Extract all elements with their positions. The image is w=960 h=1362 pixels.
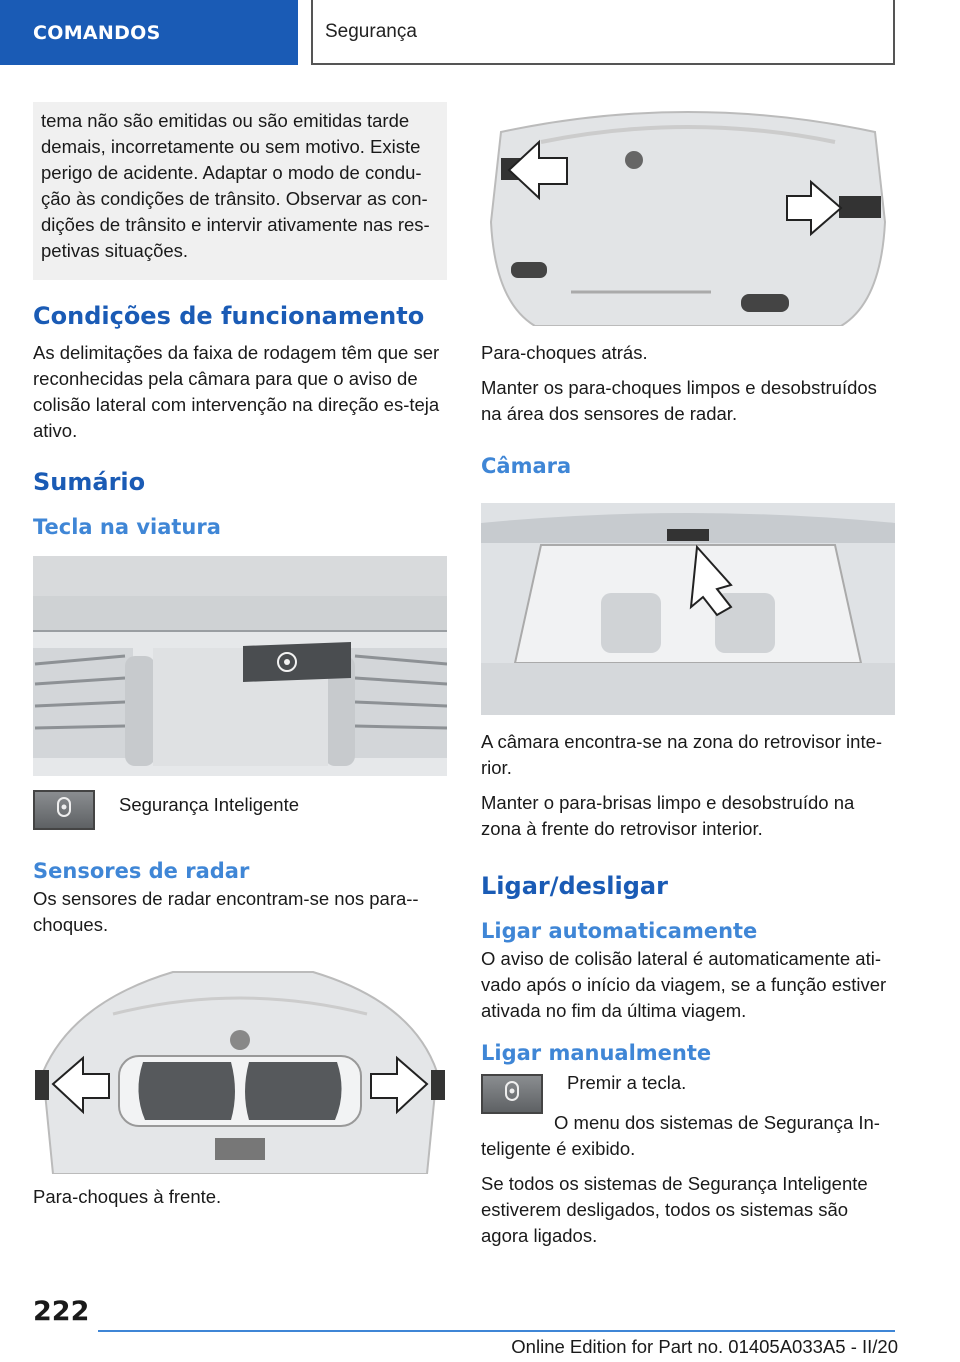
warning-text: tema não são emitidas ou são emitidas tarde demais, incorretamente ou sem motivo. Existe perigo de acidente. Adaptar o modo de condu-ção às condições de trânsito. Observar as con-dições de trânsito e intervir ativamente nas res-petivas situações. — [41, 110, 430, 261]
manual-step-1: Premir a tecla. — [567, 1072, 687, 1093]
key-label: Segurança Inteligente — [119, 794, 299, 815]
auto-text: O aviso de colisão lateral é automaticamente ati-vado após o início da viagem, se a função estiver ativada no fim da última viagem. — [481, 948, 887, 1021]
manual-step — [481, 1070, 895, 1114]
intelligent-safety-key — [33, 790, 95, 830]
car-shield-icon — [503, 1080, 521, 1109]
page-number: 222 — [33, 1296, 90, 1327]
intelligent-safety-key-2 — [481, 1074, 543, 1114]
summary-heading: Sumário — [33, 468, 146, 496]
right-column — [481, 102, 895, 1258]
page-title: Segurança — [311, 0, 895, 65]
auto-heading: Ligar automaticamente — [481, 919, 758, 943]
left-column — [33, 102, 447, 1219]
conditions-text: As delimitações da faixa de rodagem têm que ser reconhecidas pela câmara para que o aviso de colisão lateral com intervenção na direção es-teja ativo. — [33, 342, 440, 441]
manual-text: Se todos os sistemas de Segurança Inteligente estiverem desligados, todos os sistemas são agora ligados. — [481, 1173, 868, 1246]
front-caption: Para-choques à frente. — [33, 1186, 222, 1207]
car-shield-icon — [55, 796, 73, 825]
conditions-heading: Condições de funcionamento — [33, 302, 425, 330]
front-bumper-image — [33, 952, 447, 1174]
dashboard-button-image — [33, 556, 447, 776]
camera-image — [481, 503, 895, 715]
footer-divider — [98, 1330, 895, 1332]
edition-text: Online Edition for Part no. 01405A033A5 - II/20 — [511, 1336, 898, 1357]
section-tab: COMANDOS — [0, 0, 298, 65]
warning-box — [33, 102, 447, 280]
button-heading: Tecla na viatura — [33, 515, 221, 539]
radar-heading: Sensores de radar — [33, 859, 250, 883]
rear-bumper-image — [481, 102, 895, 326]
manual-step-2: O menu dos sistemas de Segurança In-teligente é exibido. — [481, 1112, 880, 1159]
manual-heading: Ligar manualmente — [481, 1041, 712, 1065]
onoff-heading: Ligar/desligar — [481, 872, 668, 900]
rear-text: Manter os para-choques limpos e desobstruídos na área dos sensores de radar. — [481, 377, 877, 424]
camera-heading: Câmara — [481, 454, 572, 478]
camera-text-2: Manter o para-brisas limpo e desobstruído na zona à frente do retrovisor interior. — [481, 792, 855, 839]
radar-text: Os sensores de radar encontram-se nos para--choques. — [33, 888, 419, 935]
key-legend — [33, 790, 447, 830]
rear-caption: Para-choques atrás. — [481, 342, 648, 363]
camera-text-1: A câmara encontra-se na zona do retrovisor inte-rior. — [481, 731, 883, 778]
